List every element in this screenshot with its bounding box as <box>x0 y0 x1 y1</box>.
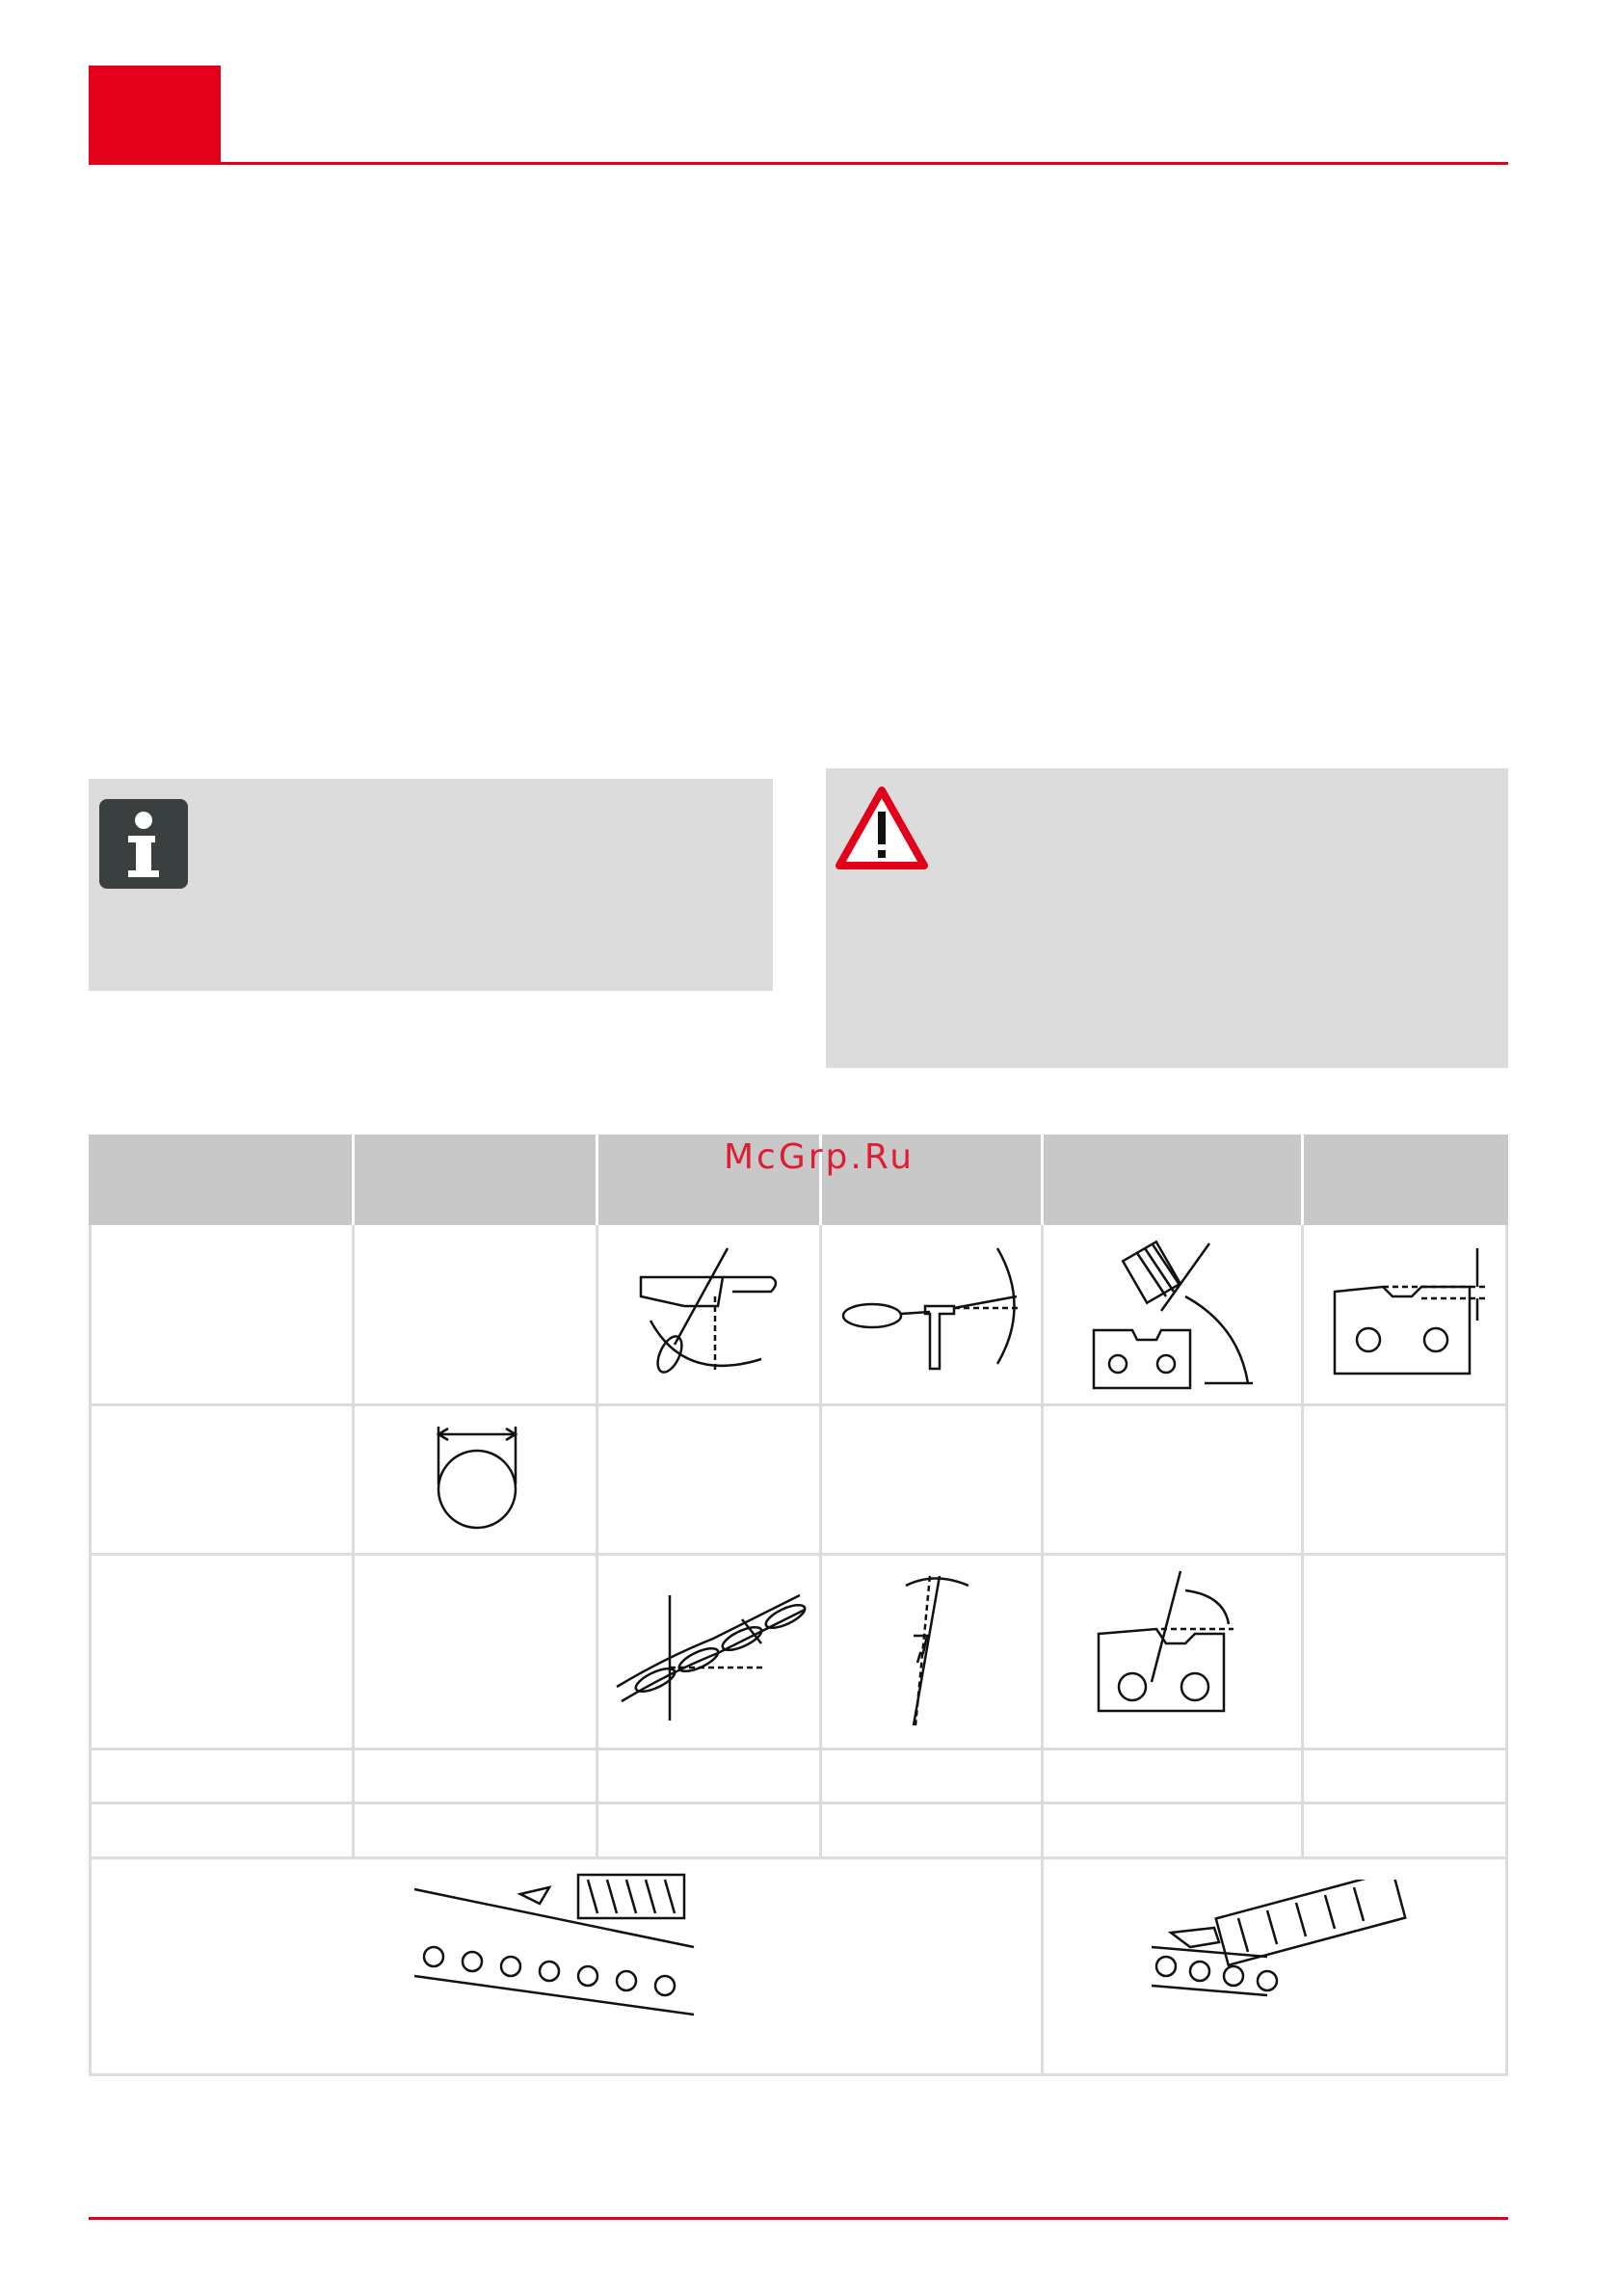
info-icon <box>99 799 188 889</box>
column-divider <box>596 1225 598 1858</box>
row-divider <box>89 1856 1508 1859</box>
flat-file-depth-gauge-chain-illustration <box>405 1870 708 2024</box>
row-divider <box>89 1403 1508 1406</box>
column-divider <box>1301 1225 1304 1858</box>
depth-gauge-illustration <box>1325 1239 1494 1393</box>
top-plate-angle-illustration <box>1079 1239 1272 1398</box>
header-rule <box>89 162 1508 165</box>
column-divider <box>352 1225 355 1858</box>
header-divider <box>1041 1135 1044 1225</box>
header-divider <box>596 1135 598 1225</box>
row-divider <box>89 1553 1508 1556</box>
file-guide-angle-illustration <box>626 1239 790 1393</box>
header-divider <box>1301 1135 1304 1225</box>
warning-triangle-icon <box>835 785 929 871</box>
header-divider <box>352 1135 355 1225</box>
watermark: McGrp.Ru <box>723 1137 915 1177</box>
chain-side-angle-illustration <box>607 1566 814 1735</box>
info-note-panel <box>89 779 773 991</box>
row-divider <box>89 1748 1508 1750</box>
footer-rule <box>89 2217 1508 2220</box>
file-diameter-illustration <box>424 1417 530 1542</box>
column-divider <box>819 1225 822 1858</box>
row-divider <box>89 1802 1508 1804</box>
flat-file-depth-gauge-cutter-illustration <box>1132 1880 1421 2015</box>
file-holder-tilt-illustration <box>843 1248 1021 1369</box>
header-red-block <box>89 66 221 164</box>
column-divider <box>1041 1225 1044 2076</box>
cutter-top-angle-illustration <box>867 1566 993 1735</box>
cutter-side-plate-illustration <box>1079 1566 1272 1735</box>
